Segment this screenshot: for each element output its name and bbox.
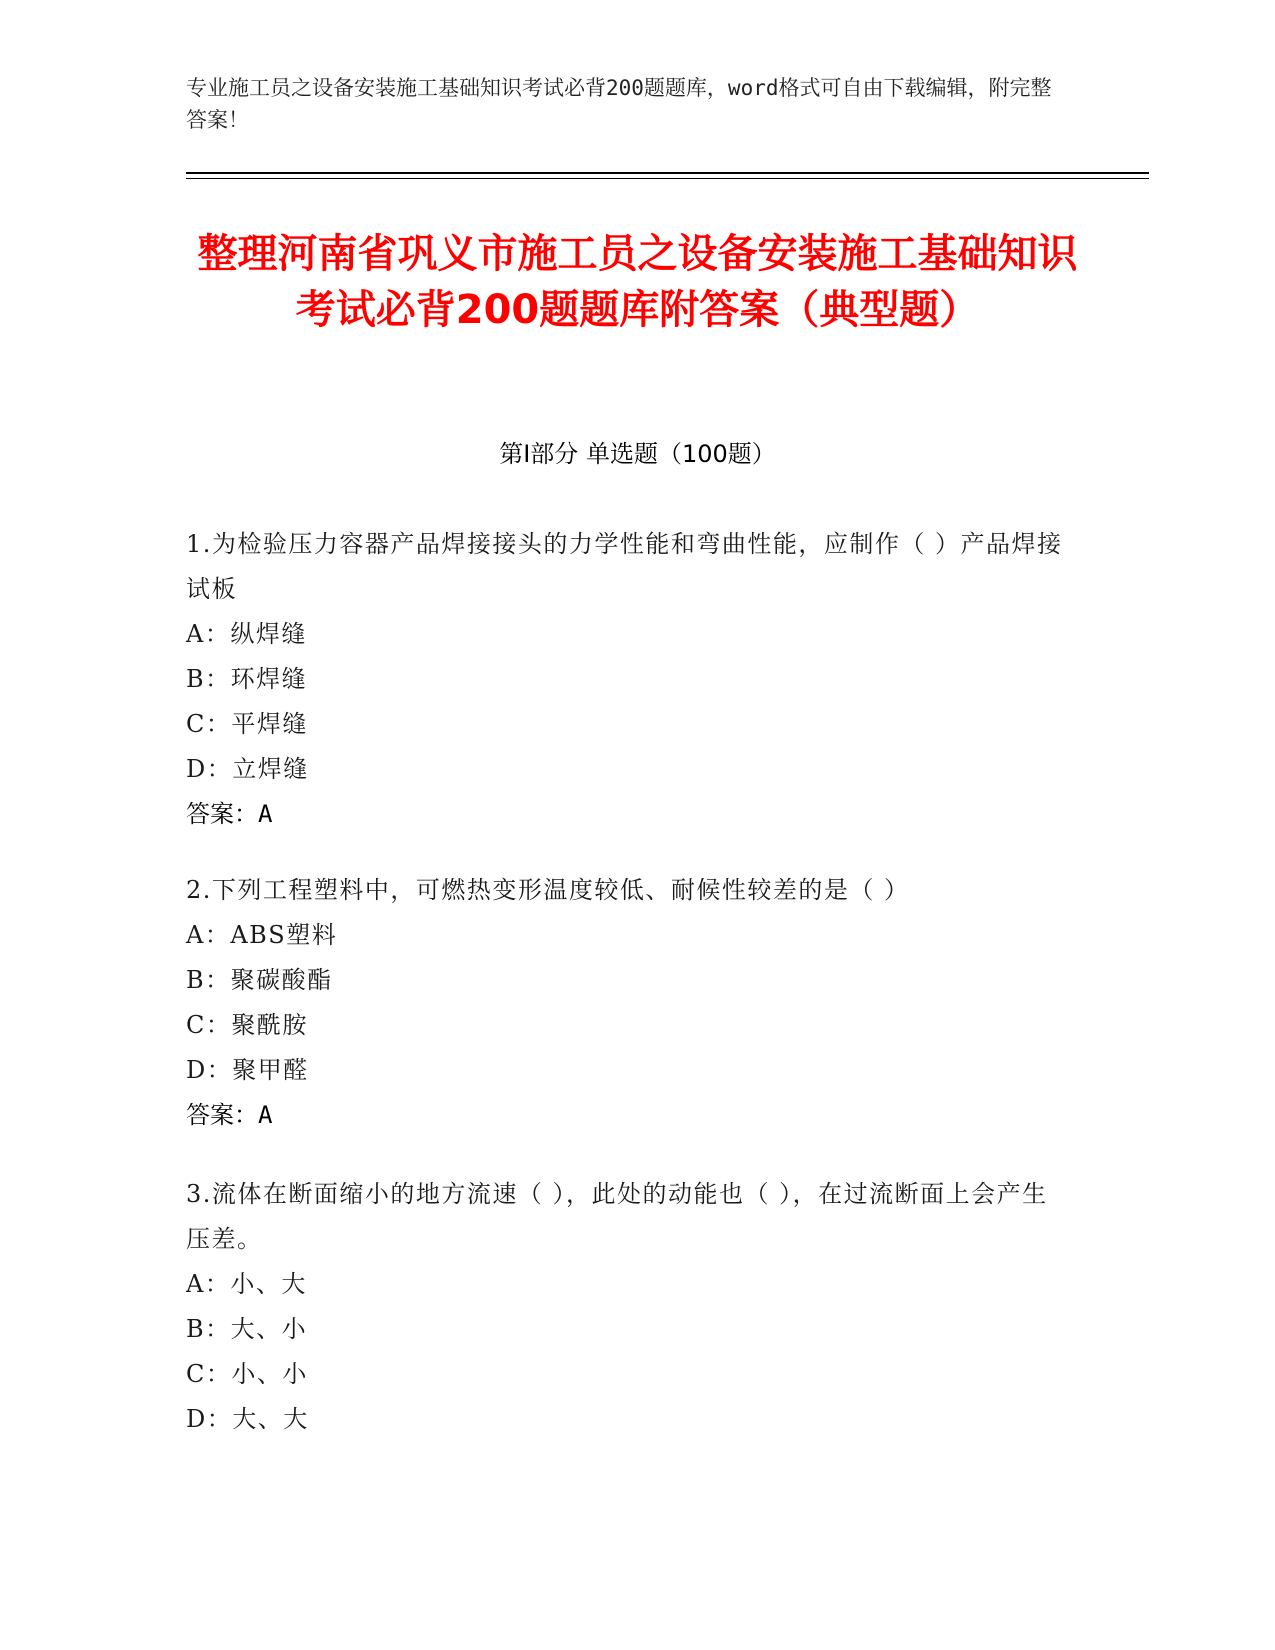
answer-value: A: [258, 1101, 273, 1129]
question-stem: 3.流体在断面缩小的地方流速（ ），此处的动能也（ ），在过流断面上会产生压差。: [186, 1180, 1048, 1253]
option-b: B：聚碳酸酯: [186, 966, 333, 994]
answer-label: 答案：: [186, 1101, 258, 1129]
option-c: C：聚酰胺: [186, 1011, 308, 1039]
section-heading: 第I部分 单选题（100题）: [499, 440, 776, 468]
answer-label: 答案：: [186, 800, 258, 828]
question-stem: 1.为检验压力容器产品焊接接头的力学性能和弯曲性能，应制作（ ）产品焊接试板: [186, 530, 1063, 603]
option-a: A：纵焊缝: [186, 620, 307, 648]
header-divider-thin: [186, 178, 1149, 179]
option-a: A：ABS塑料: [186, 921, 338, 949]
question-stem: 2.下列工程塑料中，可燃热变形温度较低、耐候性较差的是（ ）: [186, 876, 910, 904]
option-d: D：立焊缝: [186, 755, 309, 783]
question-1: [186, 522, 1066, 837]
answer-line: [186, 792, 1066, 837]
header-divider-thick: [186, 172, 1149, 174]
question-2: [186, 868, 1066, 1138]
answer-line: [186, 1093, 1066, 1138]
option-c: C：平焊缝: [186, 710, 308, 738]
option-d: D：大、大: [186, 1405, 309, 1433]
option-d: D：聚甲醛: [186, 1056, 309, 1084]
option-b: B：环焊缝: [186, 665, 308, 693]
option-a: A：小、大: [186, 1270, 307, 1298]
question-3: [186, 1172, 1066, 1442]
option-b: B：大、小: [186, 1315, 308, 1343]
option-c: C：小、小: [186, 1360, 308, 1388]
answer-value: A: [258, 800, 273, 828]
header-note: 专业施工员之设备安装施工基础知识考试必背200题题库，word格式可自由下载编辑，附完整答案！: [186, 76, 1052, 132]
document-title: 整理河南省巩义市施工员之设备安装施工基础知识考试必背200题题库附答案（典型题）: [197, 231, 1078, 333]
